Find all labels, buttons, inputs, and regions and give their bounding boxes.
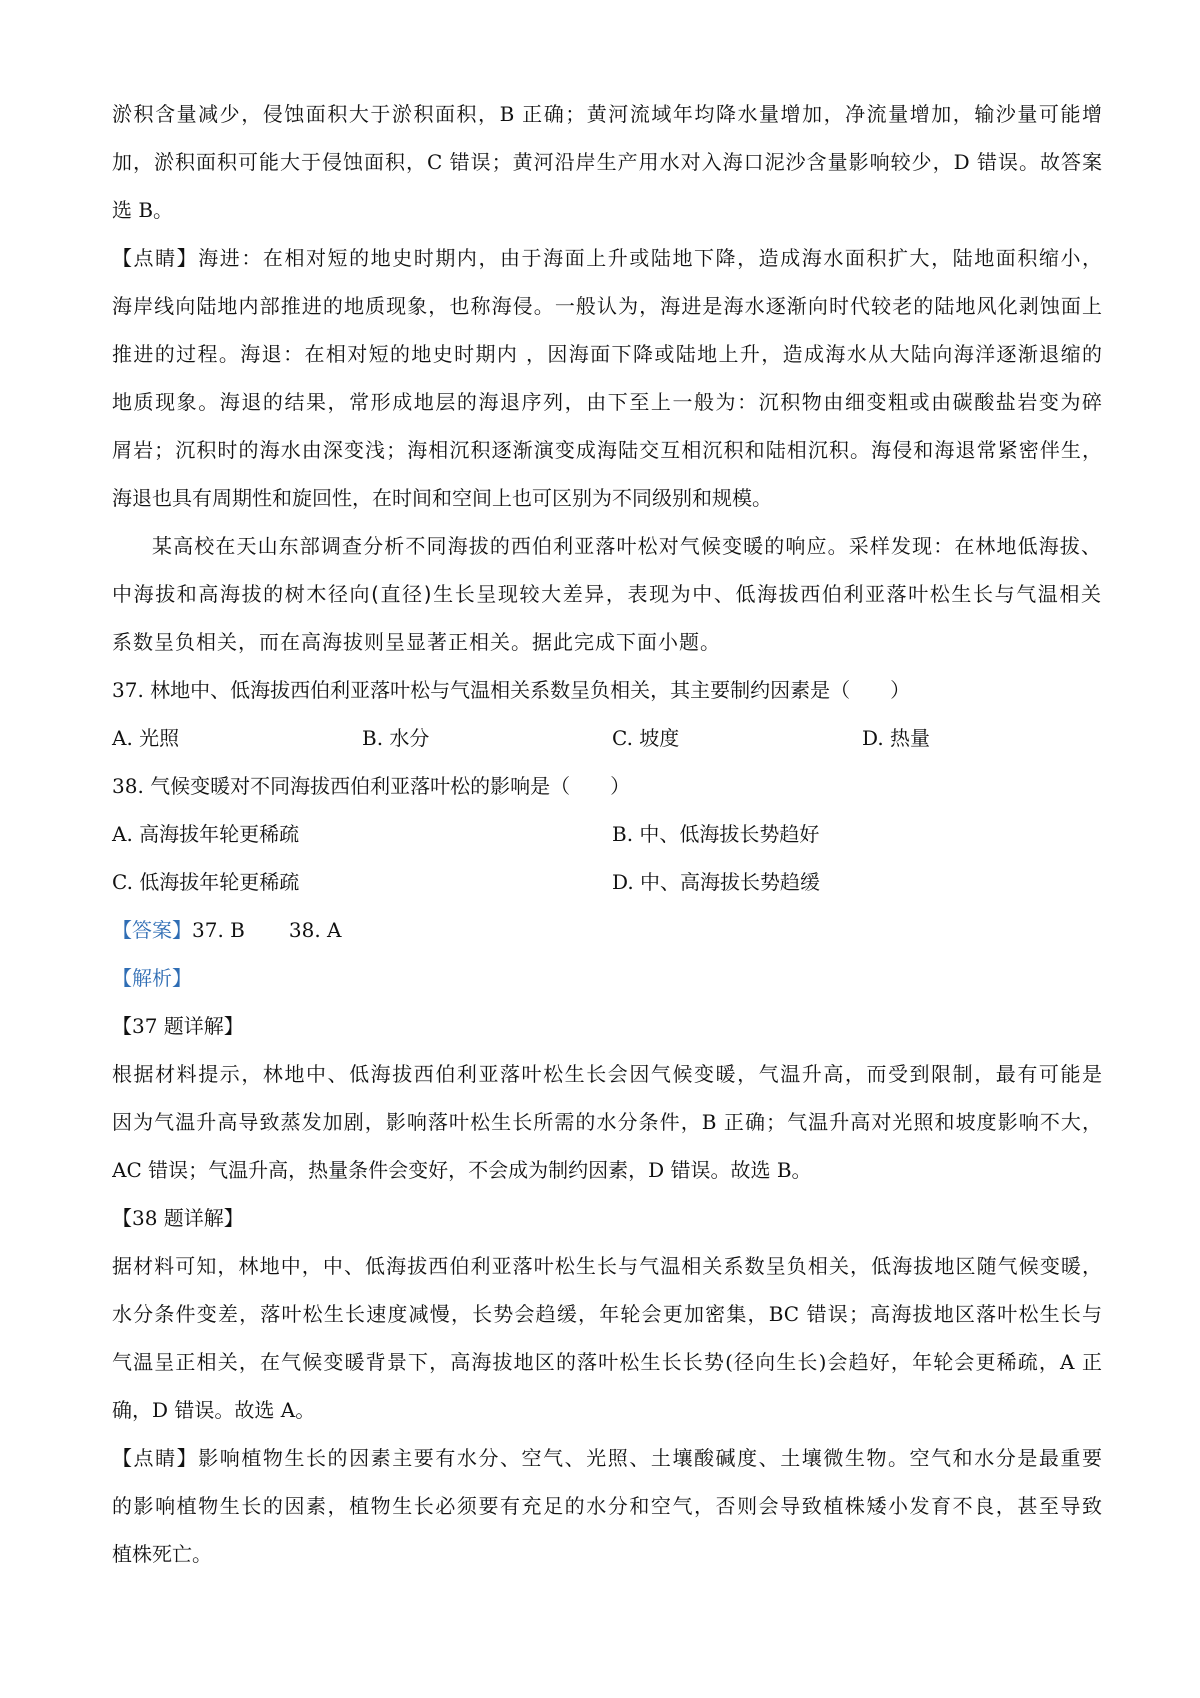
answer-line (112, 916, 1102, 944)
detail-38-line: 据材料可知，林地中，中、低海拔西伯利亚落叶松生长与气温相关系数呈负相关，低海拔地区随气候变暖， (112, 1254, 1102, 1278)
question-37-option-b: B. 水分 (362, 726, 430, 750)
note-line: 的影响植物生长的因素，植物生长必须要有充足的水分和空气，否则会导致植株矮小发育不良，甚至导致 (112, 1494, 1102, 1518)
question-38-option-b: B. 中、低海拔长势趋好 (612, 822, 820, 846)
question-38-option-a: A. 高海拔年轮更稀疏 (112, 822, 300, 846)
question-37-stem: 37. 林地中、低海拔西伯利亚落叶松与气温相关系数呈负相关，其主要制约因素是（ ） (112, 678, 911, 702)
answer-38: 38. A (288, 918, 342, 942)
material-line: 某高校在天山东部调查分析不同海拔的西伯利亚落叶松对气候变暖的响应。采样发现：在林地低海拔、 (152, 534, 1102, 558)
detail-37-line: 因为气温升高导致蒸发加剧，影响落叶松生长所需的水分条件，B 正确；气温升高对光照和坡度影响不大， (112, 1110, 1102, 1134)
question-37-option-d: D. 热量 (862, 726, 931, 750)
material-line: 中海拔和高海拔的树木径向(直径)生长呈现较大差异，表现为中、低海拔西伯利亚落叶松生长与气温相关 (112, 582, 1102, 606)
detail-37-heading: 【37 题详解】 (112, 1014, 244, 1038)
detail-38-line: 确，D 错误。故选 A。 (112, 1398, 316, 1422)
intro-line: 加，淤积面积可能大于侵蚀面积，C 错误；黄河沿岸生产用水对入海口泥沙含量影响较少，D 错误。故答案 (112, 150, 1102, 174)
note-line: 推进的过程。海退：在相对短的地史时期内 ，因海面下降或陆地上升，造成海水从大陆向海洋逐渐退缩的 (112, 342, 1102, 366)
detail-38-line: 水分条件变差，落叶松生长速度减慢，长势会趋缓，年轮会更加密集，BC 错误；高海拔地区落叶松生长与 (112, 1302, 1102, 1326)
note-line: 【点睛】海进：在相对短的地史时期内，由于海面上升或陆地下降，造成海水面积扩大，陆地面积缩小， (112, 246, 1102, 270)
intro-line: 淤积含量减少，侵蚀面积大于淤积面积，B 正确；黄河流域年均降水量增加，净流量增加，输沙量可能增 (112, 102, 1102, 126)
note-line: 海岸线向陆地内部推进的地质现象，也称海侵。一般认为，海进是海水逐渐向时代较老的陆地风化剥蚀面上 (112, 294, 1102, 318)
note-line: 海退也具有周期性和旋回性，在时间和空间上也可区别为不同级别和规模。 (112, 486, 772, 510)
note-line: 植株死亡。 (112, 1542, 212, 1566)
question-37-option-c: C. 坡度 (612, 726, 680, 750)
analysis-label: 【解析】 (112, 966, 192, 990)
note-line: 【点睛】影响植物生长的因素主要有水分、空气、光照、土壤酸碱度、土壤微生物。空气和水分是最重要 (112, 1446, 1102, 1470)
note-line: 地质现象。海退的结果，常形成地层的海退序列，由下至上一般为：沉积物由细变粗或由碳酸盐岩变为碎 (112, 390, 1102, 414)
material-line: 系数呈负相关，而在高海拔则呈显著正相关。据此完成下面小题。 (112, 630, 721, 654)
answer-37: 37. B (192, 918, 245, 942)
question-38-option-c: C. 低海拔年轮更稀疏 (112, 870, 300, 894)
question-38-stem: 38. 气候变暖对不同海拔西伯利亚落叶松的影响是（ ） (112, 774, 631, 798)
intro-line: 选 B。 (112, 198, 174, 222)
detail-38-line: 气温呈正相关，在气候变暖背景下，高海拔地区的落叶松生长长势(径向生长)会趋好，年轮会更稀疏，A 正 (112, 1350, 1102, 1374)
answer-label: 【答案】 (112, 918, 192, 942)
question-37-option-a: A. 光照 (112, 726, 180, 750)
question-38-option-d: D. 中、高海拔长势趋缓 (612, 870, 821, 894)
detail-38-heading: 【38 题详解】 (112, 1206, 244, 1230)
note-line: 屑岩；沉积时的海水由深变浅；海相沉积逐渐演变成海陆交互相沉积和陆相沉积。海侵和海退常紧密伴生， (112, 438, 1102, 462)
detail-37-line: AC 错误；气温升高，热量条件会变好，不会成为制约因素，D 错误。故选 B。 (112, 1158, 812, 1182)
detail-37-line: 根据材料提示，林地中、低海拔西伯利亚落叶松生长会因气候变暖，气温升高，而受到限制，最有可能是 (112, 1062, 1102, 1086)
